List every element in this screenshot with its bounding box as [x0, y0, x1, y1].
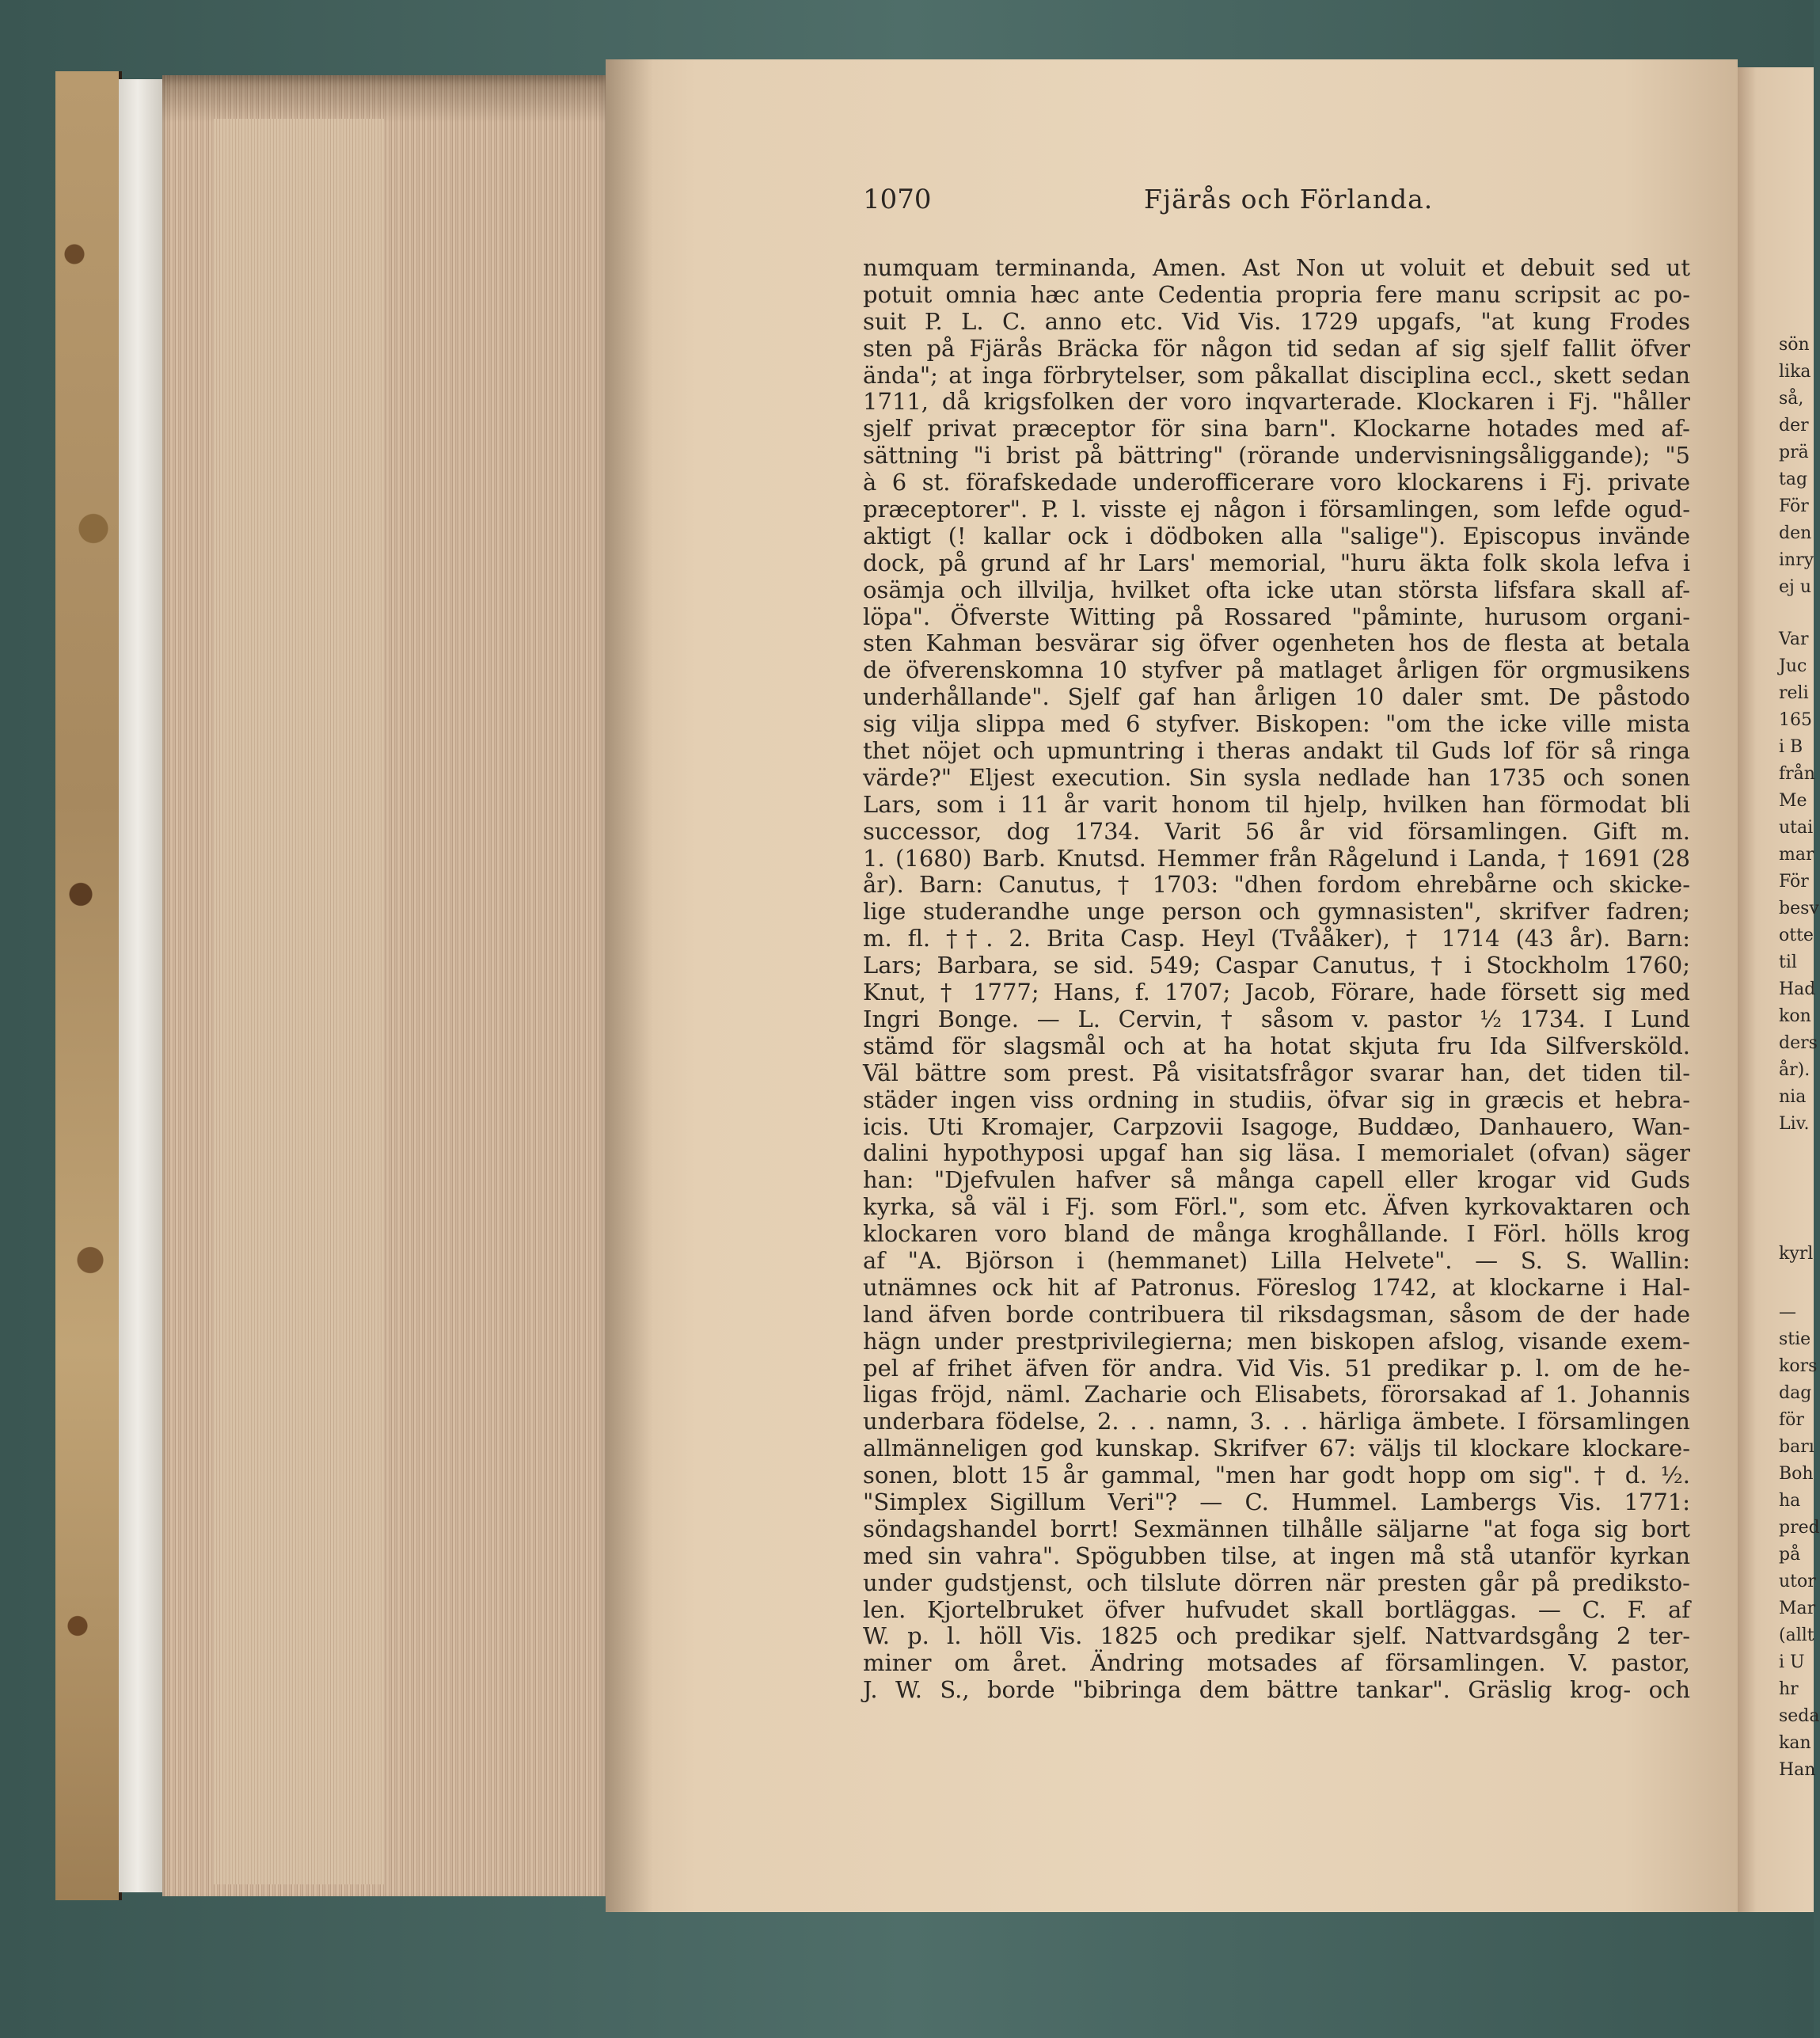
facing-page-fragment: för: [1779, 1410, 1804, 1430]
facing-page-fragment: ha: [1779, 1491, 1801, 1511]
facing-page-fragment: år).: [1779, 1060, 1811, 1080]
facing-page-fragment: i B: [1779, 737, 1803, 757]
endpaper-edge: [119, 79, 166, 1892]
text-line: J. W. S., borde "bibringa dem bättre tankar". Gräslig krog- och: [863, 1676, 1690, 1704]
facing-page-fragment: utai: [1779, 818, 1814, 838]
facing-page-fragment: kan: [1779, 1733, 1811, 1753]
facing-page-fragment: Var: [1779, 629, 1809, 649]
text-line: af "A. Björson i (hemmanet) Lilla Helvete". — S. S. Wallin:: [863, 1246, 1690, 1274]
text-line: utnämnes ock hit af Patronus. Föreslog 1742, at klockarne i Hal-: [863, 1273, 1690, 1301]
text-line: under gudstjenst, och tilslute dörren när presten går på prediksto-: [863, 1568, 1690, 1596]
body-text: [863, 255, 1690, 1704]
text-line: Knut, † 1777; Hans, f. 1707; Jacob, Förare, hade försett sig med: [863, 979, 1690, 1006]
facing-page-fragment: 165: [1779, 710, 1812, 730]
text-line: klockaren voro bland de många kroghållande. I Förl. hölls krog: [863, 1220, 1690, 1248]
text-line: med sin vahra". Spögubben tilse, at ingen må stå utanför kyrkan: [863, 1542, 1690, 1569]
page-header: [863, 184, 1702, 223]
text-line: successor, dog 1734. Varit 56 år vid församlingen. Gift m.: [863, 817, 1690, 845]
text-line: hägn under prestprivilegierna; men biskopen afslog, visande exem-: [863, 1327, 1690, 1355]
text-line: sig vilja slippa med 6 styfver. Biskopen: "om the icke ville mista: [863, 710, 1690, 738]
text-line: à 6 st. förafskedade underofficerare voro klockarens i Fj. private: [863, 469, 1690, 496]
text-line: pel af frihet äfven för andra. Vid Vis. 51 predikar p. l. om de he-: [863, 1354, 1690, 1382]
text-line: 1711, då krigsfolken der voro inqvarterade. Klockaren i Fj. "håller: [863, 388, 1690, 416]
text-line: suit P. L. C. anno etc. Vid Vis. 1729 upgafs, "at kung Frodes: [863, 307, 1690, 335]
facing-page-fragment: barı: [1779, 1437, 1814, 1457]
text-line: sten Kahman besvärar sig öfver ogenheten hos de flesta at betala: [863, 629, 1690, 657]
facing-page-fragment: dag: [1779, 1383, 1812, 1403]
text-line: land äfven borde contribuera til riksdagsman, såsom de der hade: [863, 1300, 1690, 1328]
facing-page-fragment: så,: [1779, 389, 1804, 409]
facing-page-fragment: För: [1779, 872, 1809, 892]
facing-page-fragment: ej u: [1779, 577, 1812, 597]
facing-page-fragment: mar: [1779, 845, 1814, 865]
text-line: Lars; Barbara, se sid. 549; Caspar Canutus, † i Stockholm 1760;: [863, 952, 1690, 979]
facing-page-fragment: Me: [1779, 791, 1807, 811]
facing-page-fragment: sön: [1779, 335, 1810, 355]
text-line: söndagshandel borrt! Sexmännen tilhålle säljarne "at foga sig bort: [863, 1515, 1690, 1542]
facing-page-fragment: För: [1779, 496, 1809, 516]
text-line: år). Barn: Canutus, † 1703: "dhen fordom ehrebårne och skicke-: [863, 871, 1690, 899]
text-line: stämd för slagsmål och at ha hotat skjuta fru Ida Silfversköld.: [863, 1032, 1690, 1059]
text-line: löpa". Öfverste Witting på Rossared "påminte, hurusom organi-: [863, 603, 1690, 630]
text-line: sättning "i brist på bättring" (rörande undervisningsåliggande); "5: [863, 442, 1690, 470]
text-line: Väl bättre som prest. På visitatsfrågor svarar han, det tiden til-: [863, 1059, 1690, 1086]
facing-page-fragment: från: [1779, 764, 1815, 784]
gutter-shadow: [606, 59, 653, 1912]
facing-page-fragment: Han: [1779, 1760, 1816, 1780]
text-line: värde?" Eljest execution. Sin sysla nedlade han 1735 och sonen: [863, 763, 1690, 791]
page-stack-highlight: [214, 119, 384, 1884]
facing-page-fragment: seda: [1779, 1706, 1820, 1726]
text-line: aktigt (! kallar ock i dödboken alla "salige"). Episcopus invände: [863, 522, 1690, 549]
next-page-edge: [1738, 67, 1820, 1912]
text-line: icis. Uti Kromajer, Carpzovii Isagoge, Buddæo, Danhauero, Wan-: [863, 1112, 1690, 1140]
facing-page-fragment: reli: [1779, 683, 1809, 703]
facing-page-fragment: tag: [1779, 470, 1808, 489]
facing-page-fragment: ders: [1779, 1033, 1818, 1053]
text-line: potuit omnia hæc ante Cedentia propria fere manu scripsit ac po-: [863, 280, 1690, 308]
text-line: "Simplex Sigillum Veri"? — C. Hummel. Lambergs Vis. 1771:: [863, 1488, 1690, 1515]
facing-page-fragment: lika: [1779, 362, 1811, 382]
facing-page-fragment: kon: [1779, 1006, 1811, 1026]
text-line: Lars, som i 11 år varit honom til hjelp, hvilken han förmodat bli: [863, 790, 1690, 818]
text-line: kyrka, så väl i Fj. som Förl.", som etc. Äfven kyrkovaktaren och: [863, 1193, 1690, 1221]
facing-page-fragment: (allt: [1779, 1625, 1814, 1645]
text-line: m. fl. ††. 2. Brita Casp. Heyl (Tvååker), † 1714 (43 år). Barn:: [863, 925, 1690, 952]
text-line: præceptorer". P. l. visste ej någon i församlingen, som lefde ogud-: [863, 496, 1690, 523]
text-line: miner om året. Ändring motsades af församlingen. V. pastor,: [863, 1649, 1690, 1677]
text-line: ligas fröjd, näml. Zacharie och Elisabets, förorsakad af 1. Johannis: [863, 1381, 1690, 1409]
text-line: underbara födelse, 2. . . namn, 3. . . härliga ämbete. I församlingen: [863, 1408, 1690, 1435]
text-line: sjelf privat præceptor för sina barn". Klockarne hotades med af-: [863, 415, 1690, 443]
facing-page-fragment: prä: [1779, 443, 1809, 462]
facing-page-fragment: der: [1779, 416, 1809, 435]
text-line: lige studerandhe unge person och gymnasisten", skrifver fadren;: [863, 898, 1690, 926]
facing-page-fragment: besv: [1779, 899, 1819, 918]
text-line: len. Kjortelbruket öfver hufvudet skall bortläggas. — C. F. af: [863, 1595, 1690, 1623]
facing-page-fragment: i U: [1779, 1652, 1805, 1672]
text-line: 1. (1680) Barb. Knutsd. Hemmer från Rågelund i Landa, † 1691 (28: [863, 844, 1690, 872]
text-line: han: "Djefvulen hafver så många capell eller krogar vid Guds: [863, 1166, 1690, 1194]
facing-page-fragment: den: [1779, 523, 1812, 543]
text-line: ända"; at inga förbrytelser, som påkallat disciplina eccl., skett sedan: [863, 361, 1690, 389]
text-line: W. p. l. höll Vis. 1825 och predikar sjelf. Nattvardsgång 2 ter-: [863, 1622, 1690, 1650]
facing-page-fragment: utor: [1779, 1572, 1816, 1591]
facing-page-fragment: Liv.: [1779, 1114, 1810, 1134]
facing-page-fragment: på: [1779, 1545, 1801, 1565]
text-line: osämja och illvilja, hvilket ofta icke utan största lifsfara skall af-: [863, 576, 1690, 603]
text-line: allmänneligen god kunskap. Skrifver 67: väljs til klockare klockare-: [863, 1435, 1690, 1462]
facing-page-fragment: Had: [1779, 979, 1816, 999]
running-title: Fjärås och Förlanda.: [1144, 184, 1434, 215]
book-cover-edge: [55, 71, 122, 1900]
text-line: de öfverenskomna 10 styfver på matlaget årligen för orgmusikens: [863, 656, 1690, 684]
facing-page-fragment: Juc: [1779, 656, 1807, 676]
text-line: numquam terminanda, Amen. Ast Non ut voluit et debuit sed ut: [863, 254, 1690, 281]
facing-page-fragment: til: [1779, 952, 1797, 972]
facing-page-fragment: nia: [1779, 1087, 1807, 1107]
facing-page-fragment: inry: [1779, 550, 1814, 570]
text-line: sonen, blott 15 år gammal, "men har godt hopp om sig". † d. ½.: [863, 1462, 1690, 1489]
text-line: Ingri Bonge. — L. Cervin, † såsom v. pastor ½ 1734. I Lund: [863, 1005, 1690, 1032]
facing-page-fragment: pred: [1779, 1518, 1820, 1538]
facing-page-fragment: hr: [1779, 1679, 1799, 1699]
facing-page-fragment: —: [1779, 1302, 1796, 1322]
text-line: städer ingen viss ordning in studiis, öfvar sig in græcis et hebra-: [863, 1086, 1690, 1113]
text-line: thet nöjet och upmuntring i theras andakt til Guds lof för så ringa: [863, 737, 1690, 765]
facing-page-fragment: kyrl: [1779, 1244, 1814, 1264]
text-line: underhållande". Sjelf gaf han årligen 10 daler smt. De påstodo: [863, 683, 1690, 711]
facing-page-fragment: otte: [1779, 926, 1814, 945]
facing-page-fragment: stie: [1779, 1329, 1811, 1349]
page-number: 1070: [863, 184, 932, 215]
text-line: sten på Fjärås Bräcka för någon tid sedan af sig sjelf fallit öfver: [863, 334, 1690, 362]
facing-page-fragment: Mar: [1779, 1599, 1816, 1618]
facing-page-fragment: Boh: [1779, 1464, 1814, 1484]
facing-page-fragment: kors: [1779, 1356, 1818, 1376]
text-line: dock, på grund af hr Lars' memorial, "huru äkta folk skola lefva i: [863, 549, 1690, 576]
text-line: dalini hypothyposi upgaf han sig läsa. I memorialet (ofvan) säger: [863, 1139, 1690, 1167]
